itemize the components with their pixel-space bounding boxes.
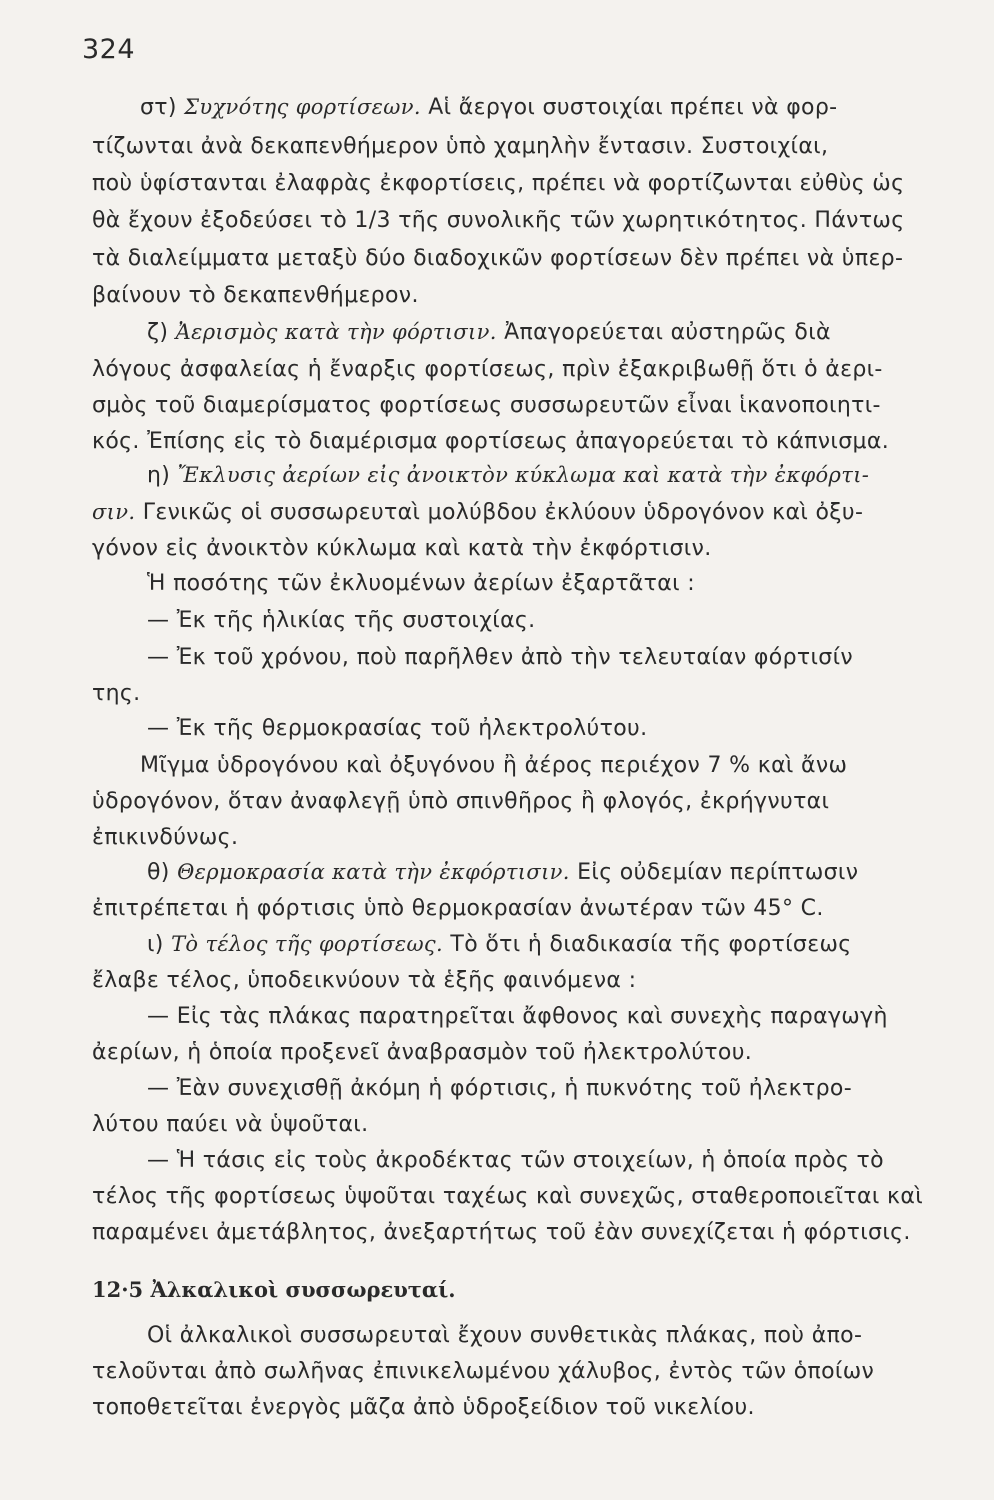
text-line: — Ἐκ τοῦ χρόνου, ποὺ παρῆλθεν ἀπὸ τὴν τελευταίαν φόρτισίν — [147, 645, 854, 670]
text-line: σμὸς τοῦ διαμερίσματος φορτίσεως συσσωρευτῶν εἶναι ἱκανοποιητι- — [92, 393, 881, 418]
text-line: τὰ διαλείμματα μεταξὺ δύο διαδοχικῶν φορτίσεων δὲν πρέπει νὰ ὑπερ- — [92, 246, 904, 271]
text-line: σιν. Γενικῶς οἱ συσσωρευταὶ μολύβδου ἐκλύουν ὑδρογόνον καὶ ὀξυ- — [92, 500, 864, 525]
text-line: τίζωνται ἀνὰ δεκαπενθήμερον ὑπὸ χαμηλὴν ἔντασιν. Συστοιχίαι, — [92, 134, 829, 159]
text-line: θ) Θερμοκρασία κατὰ τὴν ἐκφόρτισιν. Εἰς οὐδεμίαν περίπτωσιν — [147, 860, 859, 885]
text-line: ἐπιτρέπεται ἡ φόρτισις ὑπὸ θερμοκρασίαν ἀνωτέραν τῶν 45° C. — [92, 896, 824, 921]
text-line: — Ἐκ τῆς θερμοκρασίας τοῦ ἠλεκτρολύτου. — [147, 716, 648, 741]
text-line: ποὺ ὑφίστανται ἐλαφρὰς ἐκφορτίσεις, πρέπει νὰ φορτίζωνται εὐθὺς ὡς — [92, 171, 905, 196]
text-line: ι) Τὸ τέλος τῆς φορτίσεως. Τὸ ὅτι ἡ διαδικασία τῆς φορτίσεως — [147, 932, 852, 957]
text-line: — Ἡ τάσις εἰς τοὺς ἀκροδέκτας τῶν στοιχείων, ἡ ὁποία πρὸς τὸ — [147, 1148, 884, 1173]
text-line: Οἱ ἀλκαλικοὶ συσσωρευταὶ ἔχουν συνθετικὰς πλάκας, ποὺ ἀπο- — [147, 1323, 863, 1348]
page-number: 324 — [82, 34, 136, 65]
section-heading: 12·5 Ἀλκαλικοὶ συσσωρευταί. — [92, 1277, 456, 1302]
text-line: παραμένει ἀμετάβλητος, ἀνεξαρτήτως τοῦ ἐὰν συνεχίζεται ἡ φόρτισις. — [92, 1220, 911, 1245]
text-line: τοποθετεῖται ἐνεργὸς μᾶζα ἀπὸ ὑδροξείδιον τοῦ νικελίου. — [92, 1395, 755, 1420]
text-line: ἐπικινδύνως. — [92, 825, 239, 850]
text-line: βαίνουν τὸ δεκαπενθήμερον. — [92, 283, 419, 308]
text-line: — Εἰς τὰς πλάκας παρατηρεῖται ἄφθονος καὶ συνεχὴς παραγωγὴ — [147, 1004, 888, 1029]
text-line: τελοῦνται ἀπὸ σωλῆνας ἐπινικελωμένου χάλυβος, ἐντὸς τῶν ὁποίων — [92, 1359, 875, 1384]
text-line: τέλος τῆς φορτίσεως ὑψοῦται ταχέως καὶ συνεχῶς, σταθεροποιεῖται καὶ — [92, 1184, 923, 1209]
text-line: ὑδρογόνον, ὅταν ἀναφλεγῇ ὑπὸ σπινθῆρος ἢ φλογός, ἐκρήγνυται — [92, 789, 830, 814]
text-line: λόγους ἀσφαλείας ἡ ἔναρξις φορτίσεως, πρὶν ἐξακριβωθῇ ὅτι ὁ ἀερι- — [92, 357, 883, 382]
text-line: Ἡ ποσότης τῶν ἐκλυομένων ἀερίων ἐξαρτᾶται : — [147, 571, 696, 596]
text-line: θὰ ἔχουν ἐξοδεύσει τὸ 1/3 τῆς συνολικῆς τῶν χωρητικότητος. Πάντως — [92, 208, 905, 233]
text-line: στ) Συχνότης φορτίσεων. Αἱ ἄεργοι συστοιχίαι πρέπει νὰ φορ- — [140, 95, 838, 120]
text-line: ἔλαβε τέλος, ὑποδεικνύουν τὰ ἑξῆς φαινόμενα : — [92, 968, 637, 993]
text-line: κός. Ἐπίσης εἰς τὸ διαμέρισμα φορτίσεως ἀπαγορεύεται τὸ κάπνισμα. — [92, 429, 890, 454]
text-line: γόνον εἰς ἀνοικτὸν κύκλωμα καὶ κατὰ τὴν ἐκφόρτισιν. — [92, 536, 712, 561]
text-line: ζ) Ἀερισμὸς κατὰ τὴν φόρτισιν. Ἀπαγορεύεται αὐστηρῶς διὰ — [147, 320, 831, 345]
text-line: — Ἐὰν συνεχισθῇ ἀκόμη ἡ φόρτισις, ἡ πυκνότης τοῦ ἠλεκτρο- — [147, 1076, 853, 1101]
text-line: η) Ἔκλυσις ἀερίων εἰς ἀνοικτὸν κύκλωμα καὶ κατὰ τὴν ἐκφόρτι- — [147, 463, 870, 488]
text-line: Μῖγμα ὑδρογόνου καὶ ὀξυγόνου ἢ ἀέρος περιέχον 7 % καὶ ἄνω — [140, 753, 848, 778]
text-line: — Ἐκ τῆς ἡλικίας τῆς συστοιχίας. — [147, 608, 536, 633]
text-line: λύτου παύει νὰ ὑψοῦται. — [92, 1112, 369, 1137]
text-line: ἀερίων, ἡ ὁποία προξενεῖ ἀναβρασμὸν τοῦ ἠλεκτρολύτου. — [92, 1040, 753, 1065]
text-line: της. — [92, 681, 141, 706]
